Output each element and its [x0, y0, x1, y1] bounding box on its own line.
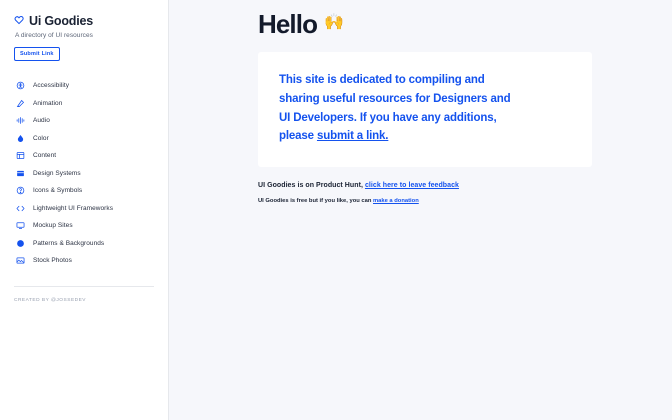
design-systems-icon — [16, 169, 25, 178]
stock-photos-icon — [16, 256, 25, 265]
product-hunt-note — [258, 182, 624, 189]
animation-icon — [16, 99, 25, 108]
sidebar-item-label: Design Systems — [33, 169, 81, 177]
sidebar-item-audio[interactable] — [14, 112, 154, 130]
sidebar-item-animation[interactable] — [14, 95, 154, 113]
raised-hands-emoji-icon: 🙌 — [324, 14, 344, 31]
sidebar-item-patterns-backgrounds[interactable] — [14, 235, 154, 253]
sidebar — [0, 0, 169, 420]
sidebar-item-label: Content — [33, 152, 57, 160]
intro-line-3: UI Developers. If you have any additions, — [279, 111, 497, 124]
intro-line-4: please — [279, 130, 317, 143]
brand[interactable] — [14, 14, 154, 28]
donation-note-text: UI Goodies is free but if you like, you can — [258, 197, 373, 204]
main-content — [169, 0, 672, 420]
sidebar-item-label: Stock Photos — [33, 257, 72, 265]
sidebar-item-icons-symbols[interactable] — [14, 182, 154, 200]
sidebar-item-stock-photos[interactable] — [14, 252, 154, 270]
audio-icon — [16, 116, 25, 125]
content-icon — [16, 151, 25, 160]
sidebar-nav — [14, 77, 154, 270]
brand-title: Ui Goodies — [29, 14, 93, 28]
product-hunt-feedback-link[interactable]: click here to leave feedback — [364, 181, 459, 189]
sidebar-item-design-systems[interactable] — [14, 165, 154, 183]
sidebar-item-label: Accessibility — [33, 82, 70, 90]
brand-subtitle: A directory of UI resources — [15, 32, 93, 39]
intro-line-2: sharing useful resources for Designers and — [279, 92, 511, 105]
color-drop-icon — [16, 134, 25, 143]
sidebar-item-content[interactable] — [14, 147, 154, 165]
sidebar-item-lightweight-ui-frameworks[interactable] — [14, 200, 154, 218]
sidebar-item-label: Mockup Sites — [33, 222, 73, 230]
make-a-donation-link[interactable]: make a donation — [373, 197, 419, 204]
patterns-icon — [16, 239, 25, 248]
sidebar-item-label: Animation — [33, 99, 63, 107]
sidebar-divider — [14, 286, 154, 287]
code-icon — [16, 204, 25, 213]
icons-symbols-icon — [16, 186, 25, 195]
sidebar-item-mockup-sites[interactable] — [14, 217, 154, 235]
page-title-row — [258, 11, 624, 38]
page-title: Hello — [258, 9, 318, 39]
sidebar-item-accessibility[interactable] — [14, 77, 154, 95]
donation-note — [258, 198, 624, 204]
sidebar-item-label: Patterns & Backgrounds — [33, 239, 105, 247]
sidebar-item-label: Lightweight UI Frameworks — [33, 204, 113, 212]
submit-link-button[interactable]: Submit Link — [14, 47, 60, 61]
sidebar-item-label: Audio — [33, 117, 50, 125]
heart-icon — [14, 15, 24, 28]
accessibility-icon — [16, 81, 25, 90]
sidebar-item-label: Color — [33, 134, 49, 142]
sidebar-item-label: Icons & Symbols — [33, 187, 83, 195]
sidebar-footer-credit: CREATED BY @JOSSEDEV — [14, 297, 87, 303]
product-hunt-note-text: UI Goodies is on Product Hunt, — [258, 181, 365, 189]
sidebar-item-color[interactable] — [14, 130, 154, 148]
submit-a-link-link[interactable]: submit a link. — [316, 130, 389, 143]
intro-card — [258, 52, 592, 167]
intro-line-1: This site is dedicated to compiling and — [279, 74, 485, 87]
intro-card-text — [279, 71, 571, 146]
mockup-icon — [16, 221, 25, 230]
